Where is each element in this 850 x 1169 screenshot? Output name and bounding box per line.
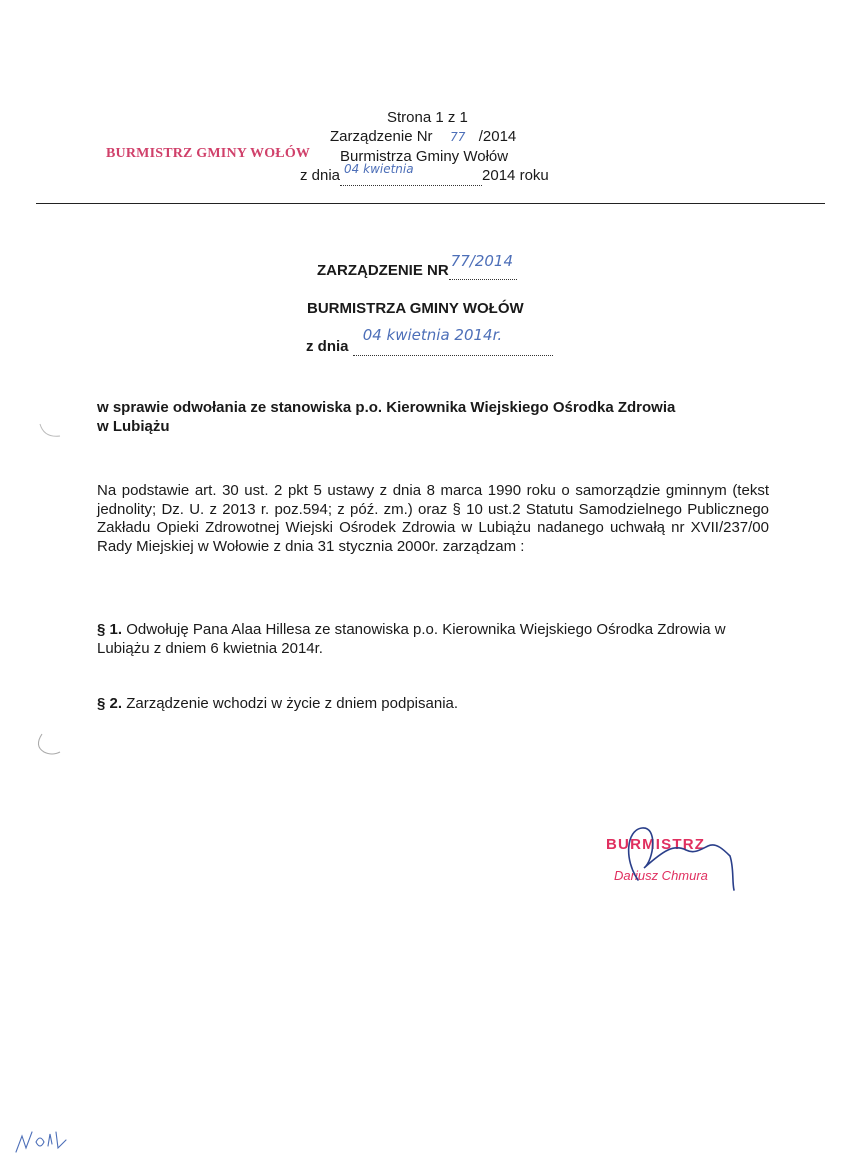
title-order-number [317, 252, 517, 280]
title-date-handwritten: 04 kwietnia 2014r. [362, 326, 503, 344]
order-reference [300, 127, 600, 147]
order-date [300, 162, 600, 186]
paragraph-2-number: § 2. [97, 695, 123, 712]
title-date [306, 326, 553, 356]
paragraph-1 [97, 620, 757, 658]
document-subject [97, 398, 777, 436]
handwritten-initials [10, 1112, 70, 1160]
punch-hole-mark [36, 420, 66, 444]
subject-line-1: w sprawie odwołania ze stanowiska p.o. Kierownika Wiejskiego Ośrodka Zdrowia [97, 399, 676, 416]
legal-basis: Na podstawie art. 30 ust. 2 pkt 5 ustawy z dnia 8 marca 1990 roku o samorządzie gminnym (tekst jednolity; Dz. U. z 2013 r. poz.594; z póź. zm.) oraz § 10 ust.2 Statutu Samodzielnego Publicznego Zakładu Opieki Zdrowotnej Wiejski Ośrodek Zdrowia w Lubiążu nadanego uchwałą nr XVII/237/00 Rady Miejskiej w Wołowie z dnia 31 stycznia 2000r. zarządzam : [97, 482, 769, 555]
title-date-label: z dnia [306, 338, 349, 355]
date-field [340, 162, 482, 186]
title-issuer: BURMISTRZA GMINY WOŁÓW [307, 300, 524, 317]
paragraph-2-text: Zarządzenie wchodzi w życie z dniem podpisania. [122, 695, 459, 712]
office-stamp: BURMISTRZ GMINY WOŁÓW [106, 146, 311, 161]
title-number-handwritten: 77/2014 [450, 252, 513, 270]
title-order-label: ZARZĄDZENIE NR [317, 262, 449, 279]
order-issuer: Burmistrza Gminy Wołów [340, 148, 509, 165]
header-divider [36, 203, 825, 204]
paragraph-2 [97, 694, 757, 713]
page-indicator: Strona 1 z 1 [387, 109, 468, 126]
subject-line-2: w Lubiążu [97, 418, 170, 435]
signature-name: Dariusz Chmura [614, 868, 708, 883]
title-date-field [353, 326, 553, 356]
date-suffix: 2014 roku [482, 167, 549, 184]
signature-title: BURMISTRZ [606, 836, 706, 853]
punch-hole-mark [32, 730, 66, 760]
date-prefix: z dnia [300, 167, 341, 184]
signature-stamp [604, 834, 764, 894]
title-number-field [449, 252, 517, 280]
paragraph-1-text: Odwołuję Pana Alaa Hillesa ze stanowiska p.o. Kierownika Wiejskiego Ośrodka Zdrowia w Lubiążu z dniem 6 kwietnia 2014r. [97, 621, 726, 657]
document-header [300, 108, 600, 186]
order-number-handwritten: 77 [450, 130, 466, 144]
paragraph-1-number: § 1. [97, 621, 123, 638]
order-prefix: Zarządzenie Nr [330, 128, 433, 145]
date-handwritten: 04 kwietnia [344, 162, 414, 176]
order-year: /2014 [478, 128, 517, 145]
handwritten-signature [604, 820, 764, 900]
